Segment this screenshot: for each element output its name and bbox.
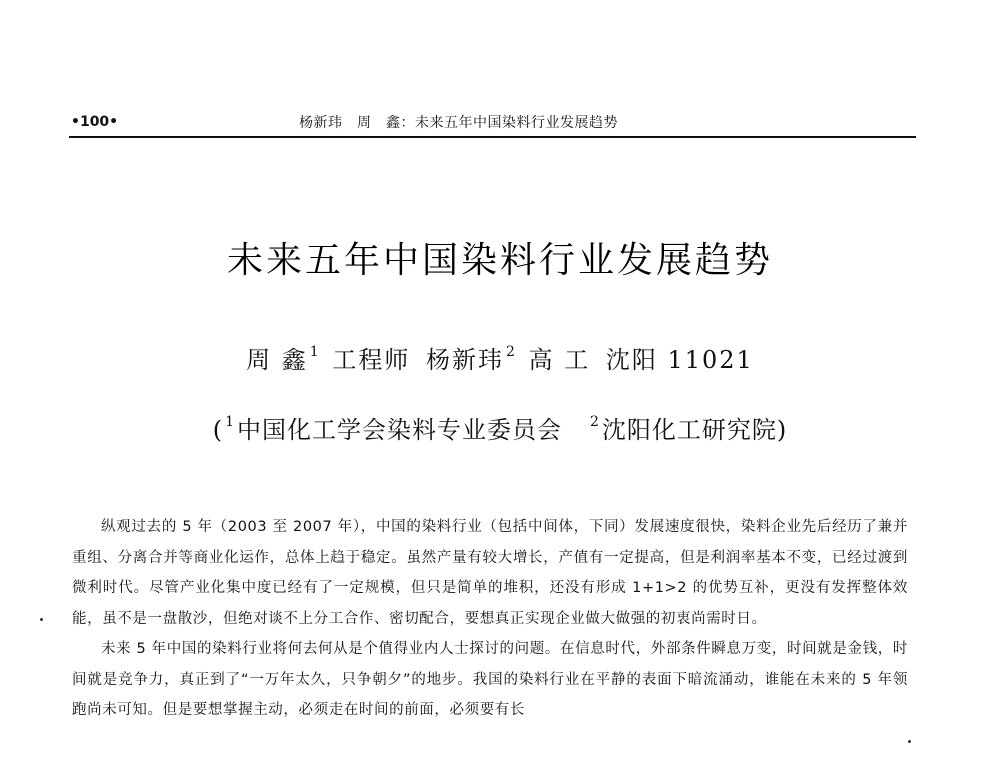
author-line [0,340,1000,375]
author2-sup: 2 [506,344,517,360]
affil-close-paren: ) [776,416,788,444]
page-number: •100• [71,114,119,130]
affil1-name: 中国化工学会染料专业委员会 [237,416,562,444]
author-location: 沈阳 11021 [605,346,754,374]
affil-open-paren: ( [212,416,224,444]
affil1-sup: 1 [225,414,235,430]
running-header [69,110,916,138]
paragraph: 未来 5 年中国的染料行业将何去何从是个值得业内人士探讨的问题。在信息时代，外部条件瞬息万变，时间就是金钱，时间就是竞争力，真正到了“一万年太久，只争朝夕”的地步。我国的染料行业在平静的表面下暗流涌动，谁能在未来的 5 年领跑尚未可知。但是要想掌握主动，必须走在时间的前面，必须要有长 [72,641,908,718]
author1-name: 周 鑫 [246,346,308,374]
author2-title: 高 工 [528,346,591,374]
article-title: 未来五年中国染料行业发展趋势 [226,240,773,281]
scan-speck [908,740,911,743]
running-title: 杨新玮 周 鑫：未来五年中国染料行业发展趋势 [299,115,618,131]
author1-title: 工程师 [332,346,411,374]
affil2-name: 沈阳化工研究院 [601,416,777,444]
author2-name: 杨新玮 [426,346,504,374]
affiliation-line [0,410,1000,445]
affil2-sup: 2 [590,414,600,430]
body-text [72,512,908,726]
scan-speck [40,618,43,621]
author1-sup: 1 [309,344,321,360]
paragraph: 纵观过去的 5 年（2003 至 2007 年），中国的染料行业（包括中间体，下同）发展速度很快，染料企业先后经历了兼并重组、分离合并等商业化运作，总体上趋于稳定。虽然产量有较大增长，产值有一定提高，但是利润率基本不变，已经过渡到微利时代。尽管产业化集中度已经有了一定规模，但只是简单的堆积，还没有形成 1+1>2 的优势互补，更没有发挥整体效能，虽不是一盘散沙，但绝对谈不上分工合作、密切配合，要想真正实现企业做大做强的初衷尚需时日。 [72,519,908,627]
